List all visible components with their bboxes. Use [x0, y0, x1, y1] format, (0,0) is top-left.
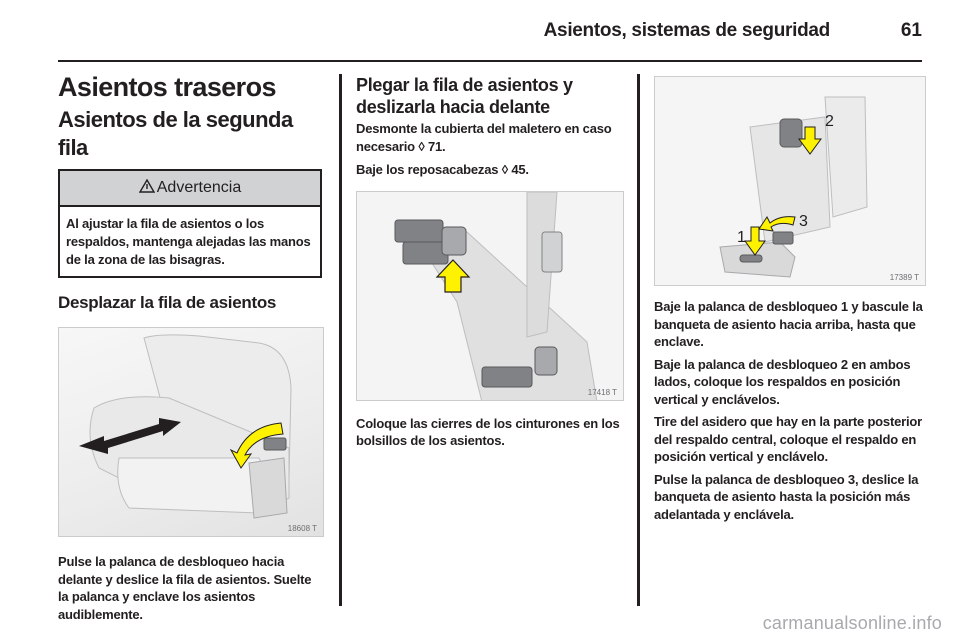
- paragraph-lower-headrests: Baje los reposacabezas ◊ 45.: [356, 162, 529, 177]
- fold-illustration: [655, 77, 926, 286]
- warning-triangle-icon: [139, 179, 155, 198]
- paragraph-step-2: Baje la palanca de desbloqueo 2 en ambos lados, coloque los respaldos en posición vertical y enclávelos.: [654, 356, 911, 407]
- topic-title-move-seat-row: Desplazar la fila de asientos: [58, 293, 277, 312]
- section-title: Asientos traseros: [58, 72, 276, 102]
- figure-label: 17389 T: [889, 273, 919, 282]
- figure-label: 17418 T: [587, 387, 617, 397]
- subsection-title: Asientos de la segunda fila: [58, 107, 293, 160]
- paragraph-step-center: Tire del asidero que hay en la parte posterior del respaldo central, coloque el respaldo en posición vertical y enclávelo.: [654, 414, 922, 464]
- column-divider-1: [339, 74, 342, 606]
- warning-header: [60, 171, 320, 207]
- paragraph-step-1: Baje la palanca de desbloqueo 1 y bascule la banqueta de asiento hacia arriba, hasta que enclave.: [654, 299, 923, 349]
- marker-2: 2: [825, 113, 834, 130]
- topic-title-fold-seat-row: Plegar la fila de asientos y deslizarla hacia delante: [356, 75, 573, 117]
- header-title: Asientos, sistemas de seguridad: [543, 20, 830, 41]
- figure-seat-row-slide: [58, 327, 324, 537]
- footer-watermark: carmanualsonline.info: [762, 613, 942, 633]
- figure-seat-fold-mechanism: [654, 76, 926, 286]
- figure-belt-buckles: [356, 191, 624, 401]
- marker-1: 1: [737, 229, 746, 246]
- marker-3: 3: [799, 213, 808, 230]
- warning-title: Advertencia: [156, 179, 242, 196]
- warning-text: Al ajustar la fila de asientos o los respaldos, mantenga alejadas las manos de la zona de las bisagras.: [66, 216, 311, 267]
- buckle-illustration: [357, 192, 624, 401]
- paragraph-remove-cover: Desmonte la cubierta del maletero en caso necesario ◊ 71.: [356, 121, 612, 154]
- figure-label: 18608 T: [287, 524, 317, 533]
- paragraph-step-3: Pulse la palanca de desbloqueo 3, deslice la banqueta de asiento hasta la posición más adelantada y enclávela.: [654, 471, 919, 522]
- paragraph-move-seat-row: Pulse la palanca de desbloqueo hacia delante y deslice la fila de asientos. Suelte la palanca y enclave los asientos audiblemente.: [58, 554, 312, 622]
- seat-illustration: [59, 328, 324, 537]
- page-header: [58, 14, 922, 46]
- paragraph-place-buckles: Coloque las cierres de los cinturones en los bolsillos de los asientos.: [356, 415, 620, 448]
- warning-box: [58, 169, 322, 278]
- column-2: [356, 70, 624, 450]
- page-number: 61: [900, 20, 922, 41]
- column-1: [58, 70, 324, 623]
- column-divider-2: [637, 74, 640, 606]
- header-rule: [58, 60, 922, 62]
- column-3: [654, 76, 926, 523]
